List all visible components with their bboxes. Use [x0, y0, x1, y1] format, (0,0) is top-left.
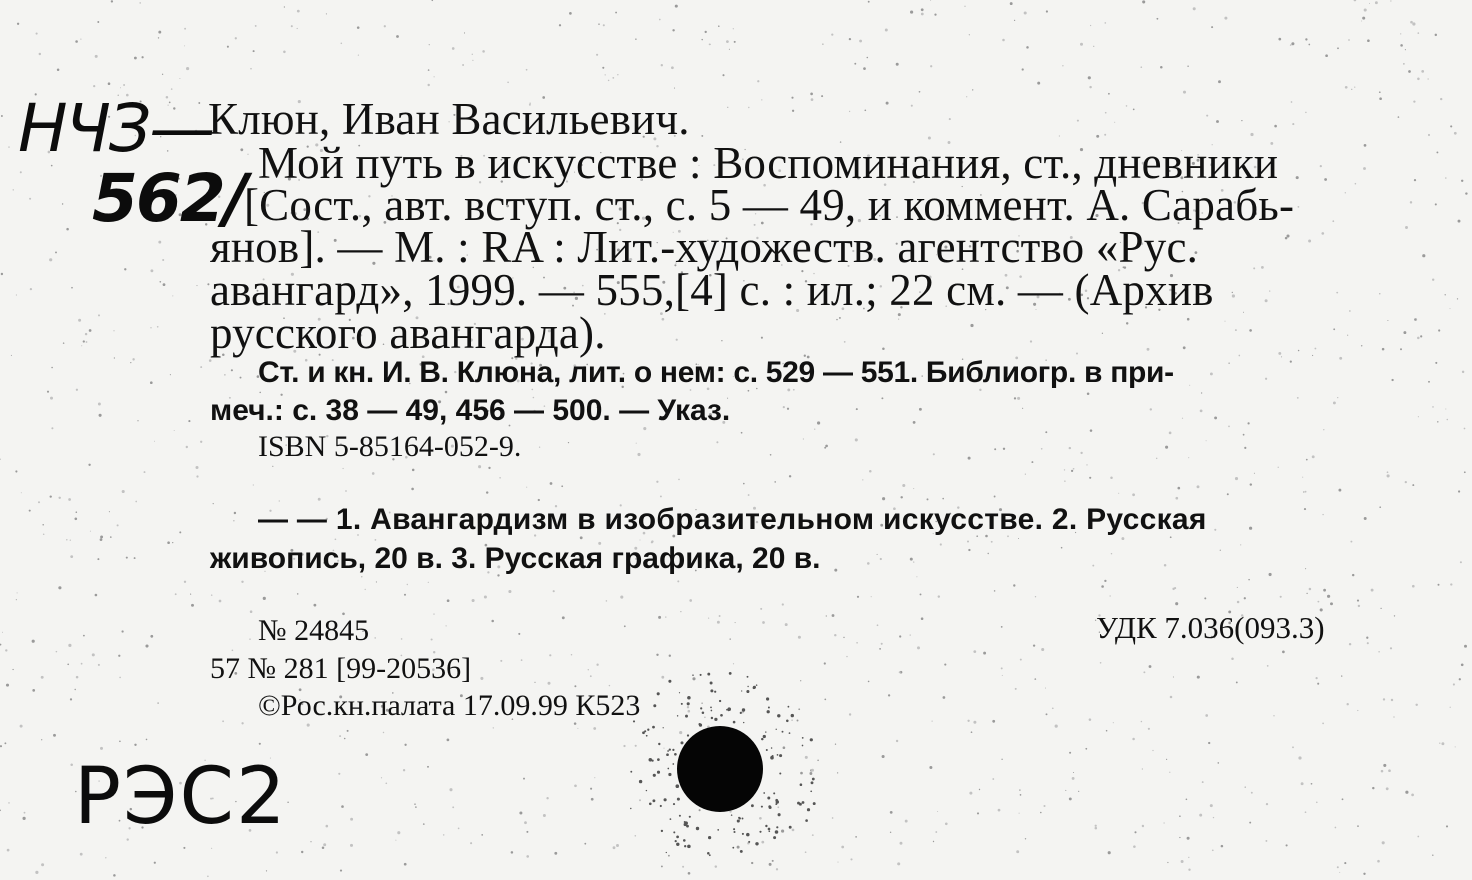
isbn: ISBN 5-85164-052-9.	[258, 430, 522, 463]
call-number-line2: 562/	[92, 160, 246, 237]
notes-line-2: меч.: с. 38 — 49, 456 — 500. — Указ.	[210, 394, 731, 427]
notes-line-1: Ст. и кн. И. В. Клюна, лит. о нем: с. 529 — 551. Библиогр. в при-	[258, 356, 1174, 389]
call-number-line1: НЧЗ—	[18, 90, 214, 167]
description-line-3: янов]. — М. : RA : Лит.-художеств. агентство «Рус.	[210, 222, 1199, 272]
description-line-5: русского авангарда).	[210, 308, 606, 358]
description-line-2: [Сост., авт. вступ. ст., с. 5 — 49, и коммент. А. Сарабь-	[244, 180, 1295, 230]
handwritten-code: РЭС2	[74, 752, 288, 842]
description-line-4: авангард», 1999. — 555,[4] с. : ил.; 22 см. — (Архив	[210, 265, 1214, 315]
author-heading: Клюн, Иван Васильевич.	[208, 94, 690, 144]
card-punch-hole	[677, 726, 763, 812]
subjects-line-2: живопись, 20 в. 3. Русская графика, 20 в.	[210, 542, 821, 575]
registration-number: 57 № 281 [99-20536]	[210, 652, 472, 685]
subjects-line-1: — — 1. Авангардизм в изобразительном искусстве. 2. Русская	[258, 503, 1207, 536]
description-line-1: Мой путь в искусстве : Воспоминания, ст., дневники	[258, 138, 1279, 188]
copyright-line: ©Рос.кн.палата 17.09.99 К523	[258, 689, 641, 722]
udc: УДК 7.036(093.3)	[1096, 610, 1325, 645]
record-number: № 24845	[258, 614, 370, 647]
